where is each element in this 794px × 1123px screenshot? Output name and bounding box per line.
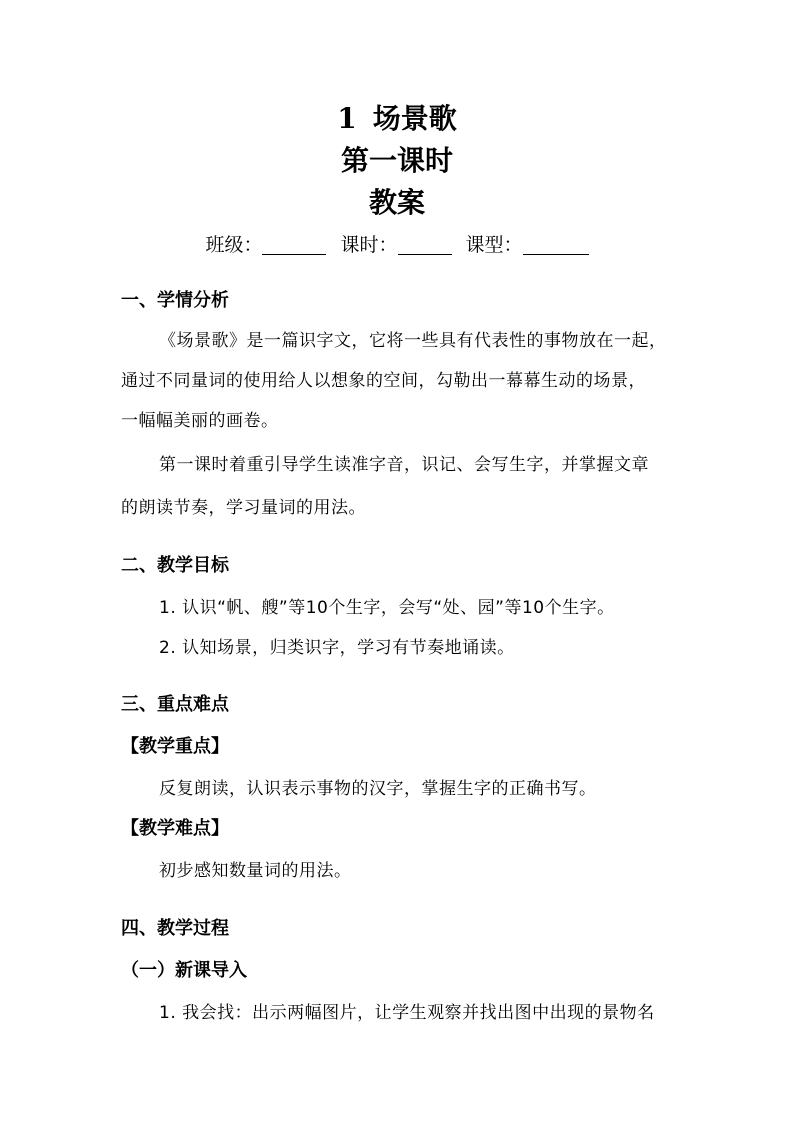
- type-label: 课型：: [465, 234, 523, 256]
- difficulty-label: 【教学难点】: [121, 818, 229, 839]
- key-point-label: 【教学重点】: [121, 736, 229, 757]
- difficulty-text: 初步感知数量词的用法。: [159, 861, 352, 881]
- paragraph-line: 第一课时着重引导学生读准字音，识记、会写生字，并掌握文章: [159, 455, 649, 475]
- process-step: 1. 我会找：出示两幅图片，让学生观察并找出图中出现的景物名: [159, 1003, 655, 1023]
- class-blank: [262, 236, 326, 255]
- lesson-number: 1: [337, 102, 357, 135]
- type-blank: [523, 236, 589, 255]
- objective-item: 2. 认知场景，归类识字，学习有节奏地诵读。: [159, 638, 515, 658]
- lesson-title-text: 场景歌: [372, 102, 457, 135]
- key-point-text: 反复朗读，认识表示事物的汉字，掌握生字的正确书写。: [159, 779, 597, 799]
- hours-blank: [398, 236, 452, 255]
- document-type: 教案: [368, 186, 425, 219]
- hours-label: 课时：: [340, 234, 398, 256]
- paragraph-line: 一幅幅美丽的画卷。: [121, 411, 279, 431]
- section-heading-analysis: 一、学情分析: [121, 290, 229, 311]
- section-heading-process: 四、教学过程: [121, 918, 229, 939]
- objective-item: 1. 认识“帆、艘”等10个生字，会写“处、园”等10个生字。: [159, 598, 615, 618]
- lesson-meta-row: [0, 231, 794, 259]
- section-heading-key-points: 三、重点难点: [121, 694, 229, 715]
- paragraph-line: 的朗读节奏，学习量词的用法。: [121, 498, 366, 518]
- subsection-heading-intro: （一）新课导入: [121, 960, 247, 981]
- lesson-period: 第一课时: [340, 144, 453, 177]
- paragraph-line: 通过不同量词的使用给人以想象的空间，勾勒出一幕幕生动的场景，: [121, 371, 646, 391]
- class-label: 班级：: [205, 234, 263, 256]
- section-heading-objectives: 二、教学目标: [121, 555, 229, 576]
- paragraph-line: 《场景歌》是一篇识字文，它将一些具有代表性的事物放在一起，: [159, 331, 667, 351]
- lesson-title: [0, 101, 794, 137]
